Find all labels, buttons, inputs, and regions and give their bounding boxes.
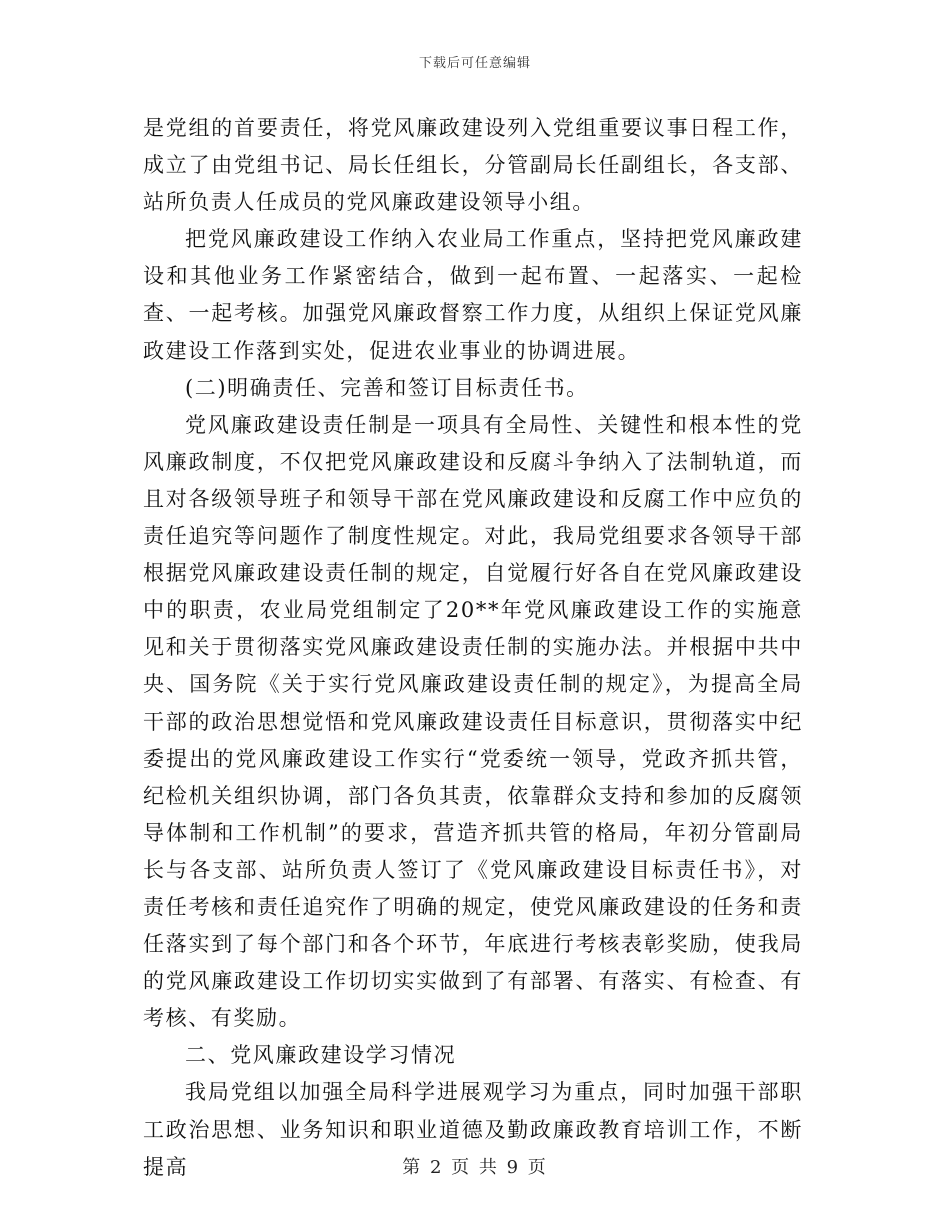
paragraph-responsibility-system: 党风廉政建设责任制是一项具有全局性、关键性和根本性的党风廉政制度，不仅把党风廉政建设和反腐斗争纳入了法制轨道，而且对各级领导班子和领导干部在党风廉政建设和反腐工作中应负的责任追究等问题作了制度性规定。对此，我局党组要求各领导干部根据党风廉政建设责任制的规定，自觉履行好各自在党风廉政建设中的职责，农业局党组制定了20**年党风廉政建设工作的实施意见和关于贯彻落实党风廉政建设责任制的实施办法。并根据中共中央、国务院《关于实行党风廉政建设责任制的规定》，为提高全局干部的政治思想觉悟和党风廉政建设责任目标意识，贯彻落实中纪委提出的党风廉政建设工作实行“党委统一领导，党政齐抓共管，纪检机关组织协调，部门各负其责，依靠群众支持和参加的反腐领导体制和工作机制”的要求，营造齐抓共管的格局，年初分管副局长与各支部、站所负责人签订了《党风廉政建设目标责任书》，对责任考核和责任追究作了明确的规定，使党风廉政建设的任务和责任落实到了每个部门和各个环节，年底进行考核表彰奖励，使我局的党风廉政建设工作切切实实做到了有部署、有落实、有检查、有考核、有奖励。 <box>143 412 803 1031</box>
page-number: 第 2 页 共 9 页 <box>402 1157 548 1178</box>
document-body <box>143 110 803 1186</box>
section-heading-study: 二、党风廉政建设学习情况 <box>185 1043 457 1068</box>
paragraph-study: 我局党组以加强全局科学进展观学习为重点，同时加强干部职工政治思想、业务知识和职业道德及勤政廉政教育培训工作，不断提高 <box>143 1080 803 1179</box>
section-heading-responsibility: (二)明确责任、完善和签订目标责任书。 <box>185 375 589 400</box>
paragraph-continuation: 是党组的首要责任，将党风廉政建设列入党组重要议事日程工作，成立了由党组书记、局长任组长，分管副局长任副组长，各支部、站所负责人任成员的党风廉政建设领导小组。 <box>143 116 803 215</box>
page-header-note: 下载后可任意编辑 <box>418 56 531 71</box>
paragraph-work-focus: 把党风廉政建设工作纳入农业局工作重点，坚持把党风廉政建设和其他业务工作紧密结合，做到一起布置、一起落实、一起检查、一起考核。加强党风廉政督察工作力度，从组织上保证党风廉政建设工作落到实处，促进农业事业的协调进展。 <box>143 227 803 363</box>
